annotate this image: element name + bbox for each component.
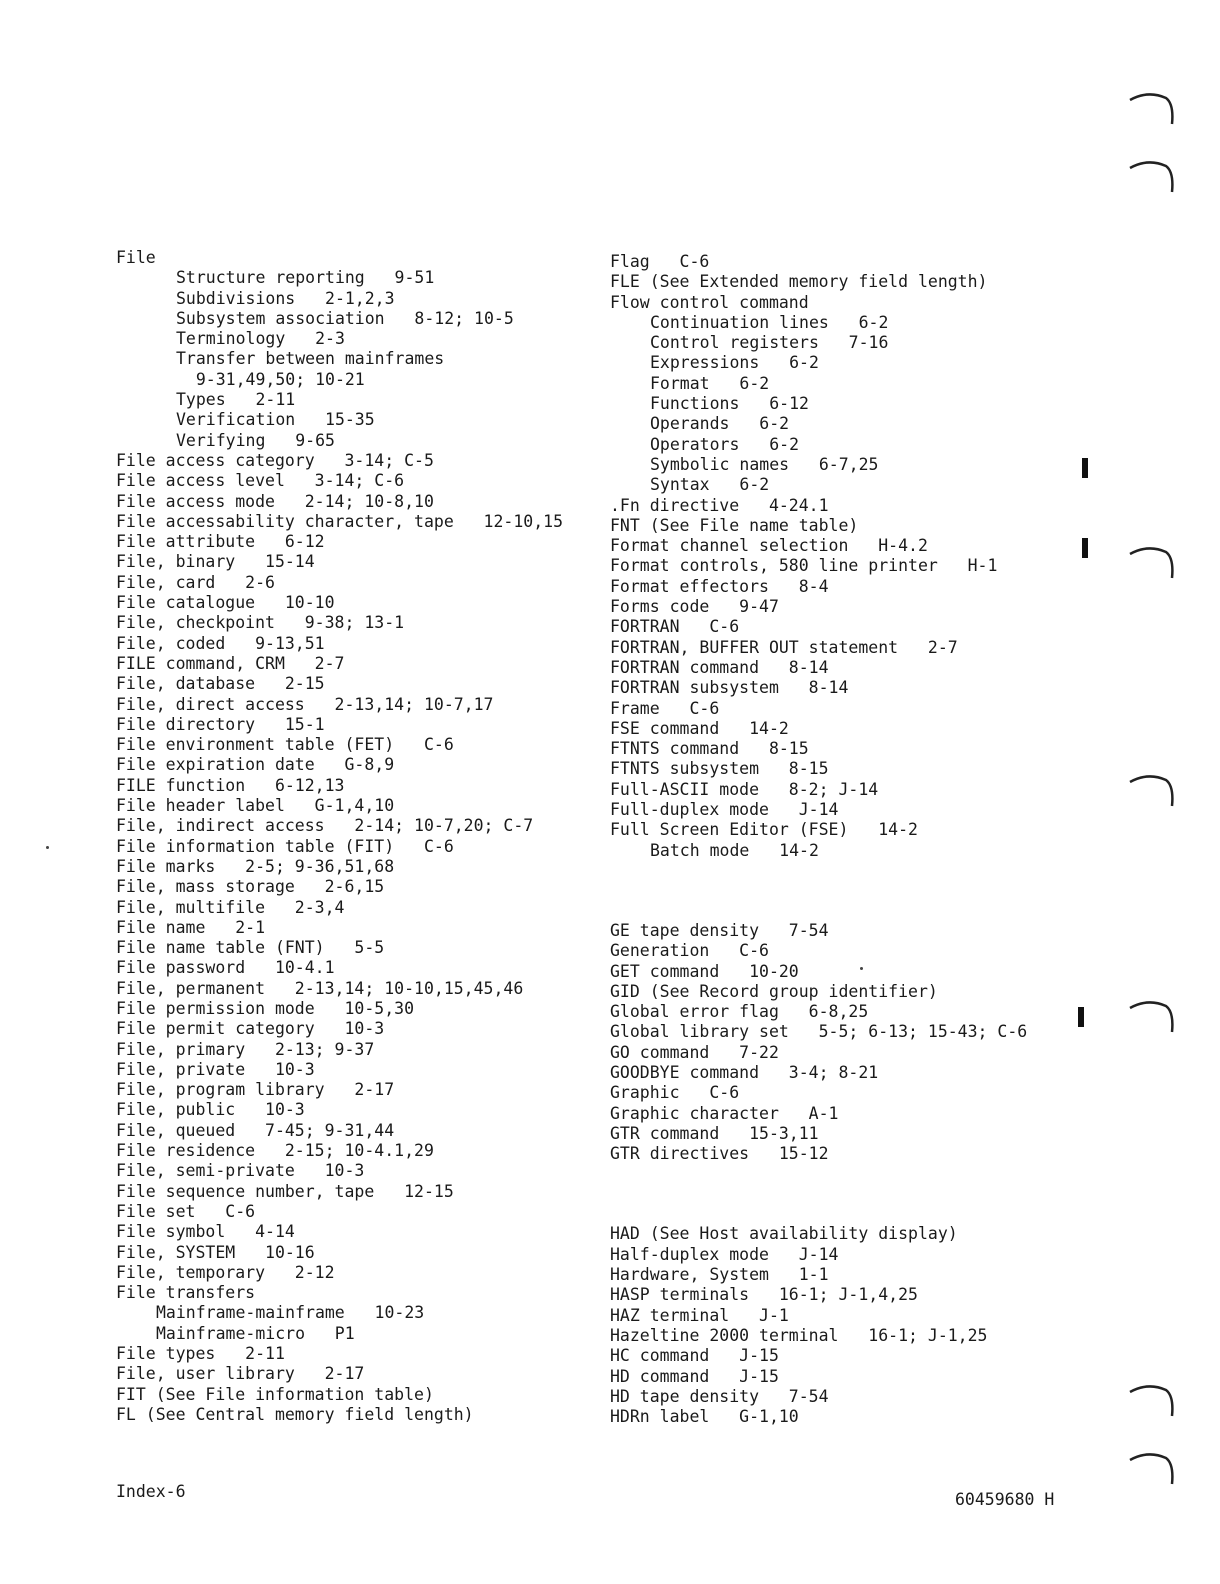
index-entry: GET command 10-20 [610, 961, 799, 981]
index-entry: Forms code 9-47 [610, 597, 779, 617]
index-subentry: Format 6-2 [650, 373, 770, 393]
punch-hole-icon [1128, 1448, 1176, 1488]
index-entry: .Fn directive 4-24.1 [610, 495, 829, 515]
change-bar [1078, 1007, 1084, 1027]
index-subentry: Symbolic names 6-7,25 [650, 454, 879, 474]
index-subentry: 9-31,49,50; 10-21 [176, 369, 365, 389]
change-bar [1082, 458, 1088, 478]
index-entry: Full-ASCII mode 8-2; J-14 [610, 779, 879, 799]
index-entry: GID (See Record group identifier) [610, 981, 938, 1001]
index-entry: File symbol 4-14 [116, 1222, 295, 1242]
section-gap [610, 1164, 1090, 1224]
index-entry: File, permanent 2-13,14; 10-10,15,45,46 [116, 978, 524, 998]
index-entry: FORTRAN, BUFFER OUT statement 2-7 [610, 637, 958, 657]
index-entry: Graphic character A-1 [610, 1103, 839, 1123]
punch-hole-icon [1128, 88, 1176, 128]
index-entry: Flow control command [610, 292, 809, 312]
index-entry: File access mode 2-14; 10-8,10 [116, 491, 434, 511]
index-entry: File, primary 2-13; 9-37 [116, 1039, 375, 1059]
index-entry: File name 2-1 [116, 917, 266, 937]
index-entry: File, coded 9-13,51 [116, 633, 325, 653]
index-entry: FORTRAN C-6 [610, 617, 740, 637]
index-entry: File header label G-1,4,10 [116, 796, 395, 816]
index-entry: GTR command 15-3,11 [610, 1123, 819, 1143]
index-entry: FNT (See File name table) [610, 515, 859, 535]
index-entry: HAD (See Host availability display) [610, 1224, 958, 1244]
index-entry: File accessability character, tape 12-10,15 [116, 511, 564, 531]
index-entry: GO command 7-22 [610, 1042, 779, 1062]
index-entry: Hardware, System 1-1 [610, 1265, 829, 1285]
index-entry: File residence 2-15; 10-4.1,29 [116, 1141, 434, 1161]
index-entry: FLE (See Extended memory field length) [610, 272, 988, 292]
index-entry: File, direct access 2-13,14; 10-7,17 [116, 694, 494, 714]
index-entry: File transfers [116, 1283, 256, 1303]
index-entry: File, private 10-3 [116, 1059, 315, 1079]
index-entry: FSE command 14-2 [610, 718, 789, 738]
index-entry: File password 10-4.1 [116, 958, 335, 978]
index-entry: File environment table (FET) C-6 [116, 735, 454, 755]
index-subentry: Terminology 2-3 [176, 329, 345, 349]
index-entry: FTNTS command 8-15 [610, 739, 809, 759]
index-entry: GE tape density 7-54 [610, 920, 829, 940]
index-subentry: Operands 6-2 [650, 414, 790, 434]
index-entry: File, public 10-3 [116, 1100, 305, 1120]
index-entry: HD tape density 7-54 [610, 1386, 829, 1406]
index-entry: Generation C-6 [610, 941, 769, 961]
document-number: 60459680 H [955, 1490, 1055, 1509]
punch-hole-icon [1128, 1380, 1176, 1420]
index-entry: Flag C-6 [610, 252, 710, 271]
index-entry: File marks 2-5; 9-36,51,68 [116, 856, 395, 876]
index-entry: File name table (FNT) 5-5 [116, 938, 385, 958]
index-subentry: Syntax 6-2 [650, 475, 770, 495]
index-subentry: Operators 6-2 [650, 434, 800, 454]
index-entry: File sequence number, tape 12-15 [116, 1181, 454, 1201]
index-entry: FTNTS subsystem 8-15 [610, 759, 829, 779]
index-entry: HASP terminals 16-1; J-1,4,25 [610, 1285, 918, 1305]
index-entry: File catalogue 10-10 [116, 593, 335, 613]
index-entry: File information table (FIT) C-6 [116, 836, 454, 856]
index-entry: File, multifile 2-3,4 [116, 897, 345, 917]
index-entry: File permit category 10-3 [116, 1019, 385, 1039]
index-entry: File, queued 7-45; 9-31,44 [116, 1120, 395, 1140]
index-entry: Frame C-6 [610, 698, 720, 718]
index-entry: File, program library 2-17 [116, 1080, 395, 1100]
index-entry: File, mass storage 2-6,15 [116, 877, 385, 897]
index-entry: HAZ terminal J-1 [610, 1305, 789, 1325]
index-subentry: Subdivisions 2-1,2,3 [176, 288, 395, 308]
index-subentry: Control registers 7-16 [650, 333, 889, 353]
index-entry: File, checkpoint 9-38; 13-1 [116, 613, 405, 633]
index-entry: Hazeltine 2000 terminal 16-1; J-1,25 [610, 1325, 988, 1345]
index-entry: FILE command, CRM 2-7 [116, 653, 345, 673]
section-gap [610, 861, 1090, 921]
index-entry: File set C-6 [116, 1201, 256, 1221]
index-subentry: Verifying 9-65 [176, 430, 335, 450]
index-entry: FORTRAN command 8-14 [610, 657, 829, 677]
index-entry: File, indirect access 2-14; 10-7,20; C-7 [116, 816, 534, 836]
index-entry: File types 2-11 [116, 1344, 285, 1364]
index-column-right [610, 252, 1090, 1427]
index-subentry: Mainframe-mainframe 10-23 [156, 1303, 425, 1323]
punch-hole-icon [1128, 770, 1176, 810]
index-entry: GOODBYE command 3-4; 8-21 [610, 1062, 879, 1082]
index-entry: Full-duplex mode J-14 [610, 800, 839, 820]
index-subentry: Types 2-11 [176, 390, 296, 410]
punch-hole-icon [1128, 996, 1176, 1036]
change-bar [1082, 538, 1088, 558]
index-entry: File permission mode 10-5,30 [116, 998, 415, 1018]
index-subentry: Batch mode 14-2 [650, 840, 819, 860]
index-entry: Half-duplex mode J-14 [610, 1244, 839, 1264]
index-column-left [116, 248, 596, 1425]
index-entry: HD command J-15 [610, 1366, 779, 1386]
index-entry: Format channel selection H-4.2 [610, 536, 928, 556]
index-entry: File, semi-private 10-3 [116, 1161, 365, 1181]
index-entry: File access level 3-14; C-6 [116, 471, 405, 491]
index-entry: FILE function 6-12,13 [116, 775, 345, 795]
page-number: Index-6 [116, 1482, 186, 1501]
index-entry: File, binary 15-14 [116, 552, 315, 572]
index-entry: File access category 3-14; C-5 [116, 450, 434, 470]
index-entry: HDRn label G-1,10 [610, 1407, 799, 1427]
scan-speck [46, 846, 49, 849]
index-entry: FL (See Central memory field length) [116, 1404, 474, 1424]
index-subentry: Structure reporting 9-51 [176, 268, 435, 288]
index-entry: GTR directives 15-12 [610, 1144, 829, 1164]
index-entry: Global library set 5-5; 6-13; 15-43; C-6 [610, 1022, 1028, 1042]
index-subentry: Transfer between mainframes [176, 349, 445, 369]
index-entry: FORTRAN subsystem 8-14 [610, 678, 849, 698]
index-entry: FIT (See File information table) [116, 1384, 434, 1404]
index-subentry: Subsystem association 8-12; 10-5 [176, 308, 514, 328]
index-subentry: Expressions 6-2 [650, 353, 819, 373]
index-entry: File, temporary 2-12 [116, 1262, 335, 1282]
punch-hole-icon [1128, 542, 1176, 582]
scan-speck [860, 967, 863, 970]
index-entry: File directory 15-1 [116, 714, 325, 734]
index-entry: Global error flag 6-8,25 [610, 1002, 869, 1022]
index-entry: File, database 2-15 [116, 674, 325, 694]
index-subentry: Verification 15-35 [176, 410, 375, 430]
index-entry: File, card 2-6 [116, 572, 275, 592]
index-entry: Format effectors 8-4 [610, 576, 829, 596]
index-entry: Format controls, 580 line printer H-1 [610, 556, 998, 576]
index-entry: Graphic C-6 [610, 1083, 740, 1103]
index-subentry: Mainframe-micro P1 [156, 1323, 355, 1343]
index-entry: File [116, 248, 156, 267]
index-subentry: Continuation lines 6-2 [650, 312, 889, 332]
index-entry: File expiration date G-8,9 [116, 755, 395, 775]
index-subentry: Functions 6-12 [650, 394, 809, 414]
index-entry: File, SYSTEM 10-16 [116, 1242, 315, 1262]
punch-hole-icon [1128, 156, 1176, 196]
index-entry: File attribute 6-12 [116, 532, 325, 552]
index-entry: Full Screen Editor (FSE) 14-2 [610, 820, 918, 840]
index-entry: HC command J-15 [610, 1346, 779, 1366]
index-entry: File, user library 2-17 [116, 1364, 365, 1384]
